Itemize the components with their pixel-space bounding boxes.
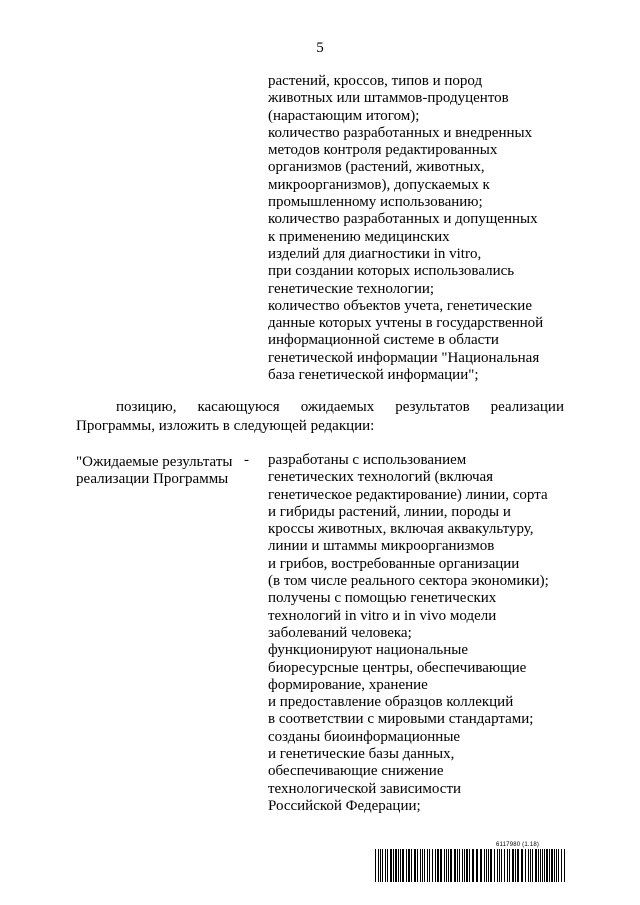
result-line: в соответствии с мировыми стандартами; <box>268 711 534 728</box>
text-line: количество разработанных и внедренных <box>268 124 533 141</box>
top-text-block <box>268 73 568 384</box>
result-line: и генетические базы данных, <box>268 746 455 763</box>
results-text-block <box>268 452 568 815</box>
text-line: методов контроля редактированных <box>268 142 498 159</box>
result-line: функционируют национальные <box>268 642 469 659</box>
text-line: изделий для диагностики in vitro, <box>268 245 482 262</box>
label-line: "Ожидаемые результаты <box>76 454 233 470</box>
instruction-second-line: Программы, изложить в следующей редакции: <box>76 418 375 434</box>
result-line: генетических технологий (включая <box>268 469 494 486</box>
result-line: обеспечивающие снижение <box>268 763 444 780</box>
result-line: Российской Федерации; <box>268 797 421 814</box>
text-line: данные которых учтены в государственной <box>268 315 544 332</box>
text-line: база генетической информации"; <box>268 367 479 384</box>
result-line: линии и штаммы микроорганизмов <box>268 538 495 555</box>
result-line: и грибов, востребованные организации <box>268 555 520 572</box>
result-line: разработаны с использованием <box>268 452 467 468</box>
text-line: генетические технологии; <box>268 280 435 297</box>
instruction-first-line <box>76 398 564 417</box>
instruction-word: результатов <box>395 399 470 415</box>
text-line: промышленному использованию; <box>268 194 483 211</box>
result-line: и предоставление образцов коллекций <box>268 694 514 711</box>
dash-separator: - <box>244 452 249 468</box>
text-line: генетической информации "Национальная <box>268 349 540 366</box>
barcode-caption: 6117980 (1.18) <box>496 842 540 848</box>
text-line: растений, кроссов, типов и пород <box>268 73 483 89</box>
text-line: микроорганизмов), допускаемых к <box>268 176 490 193</box>
result-line: получены с помощью генетических <box>268 590 497 607</box>
result-line: формирование, хранение <box>268 676 428 693</box>
text-line: информационной системе в области <box>268 332 499 349</box>
text-line: при создании которых использовались <box>268 263 515 280</box>
text-line: (нарастающим итогом); <box>268 107 420 124</box>
page-number: 5 <box>316 40 324 56</box>
text-line: к применению медицинских <box>268 228 450 245</box>
label-line: реализации Программы <box>76 471 229 488</box>
result-line: (в том числе реального сектора экономики); <box>268 573 549 590</box>
instruction-paragraph <box>76 398 564 436</box>
instruction-word: позицию, <box>116 399 177 415</box>
result-line: генетическое редактирование) линии, сорта <box>268 486 548 503</box>
instruction-word: реализации <box>490 399 564 415</box>
result-line: созданы биоинформационные <box>268 728 461 745</box>
result-line: биоресурсные центры, обеспечивающие <box>268 659 527 676</box>
text-line: количество объектов учета, генетические <box>268 297 532 314</box>
instruction-word: касающуюся <box>197 399 280 415</box>
text-line: животных или штаммов-продуцентов <box>268 90 509 107</box>
instruction-word: ожидаемых <box>300 399 375 415</box>
result-line: заболеваний человека; <box>268 624 412 641</box>
result-line: и гибриды растений, линии, породы и <box>268 503 511 520</box>
result-line: технологической зависимости <box>268 780 462 797</box>
text-line: количество разработанных и допущенных <box>268 211 538 228</box>
barcode-icon <box>375 849 569 882</box>
text-line: организмов (растений, животных, <box>268 159 485 176</box>
result-line: кроссы животных, включая аквакультуру, <box>268 521 534 538</box>
result-line: технологий in vitro и in vivo модели <box>268 607 497 624</box>
